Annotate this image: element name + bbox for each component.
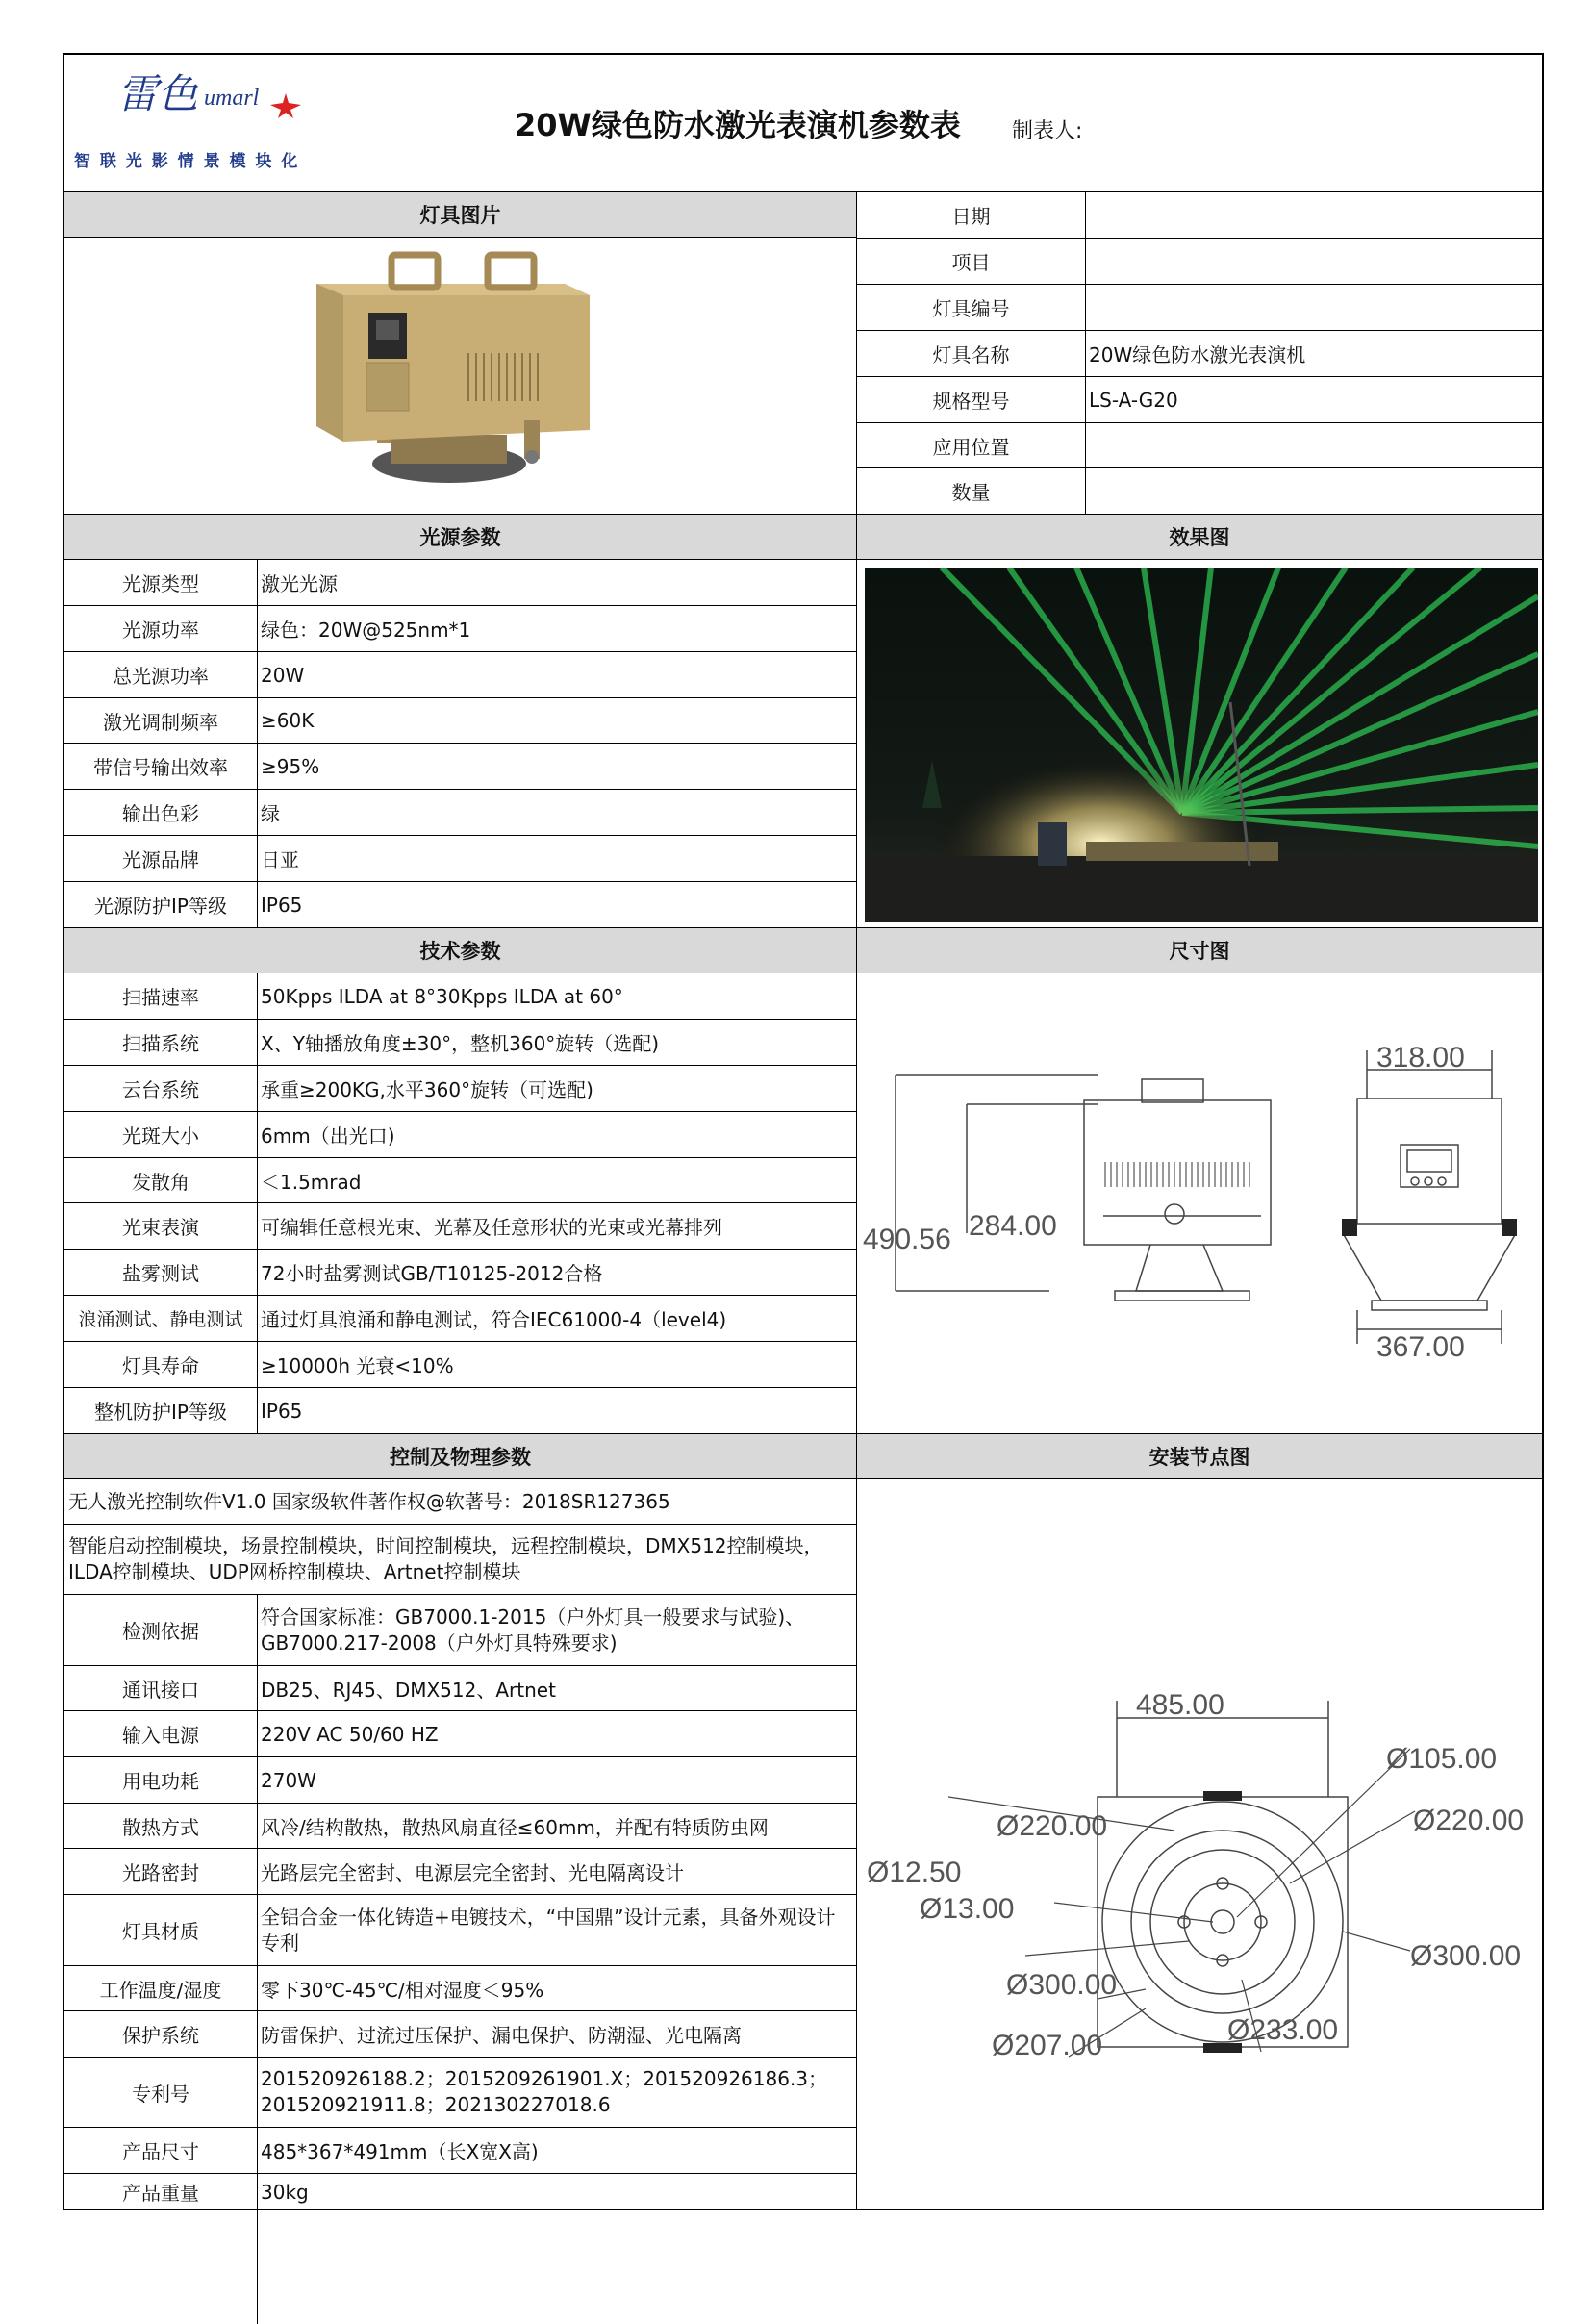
model-value: LS-A-G20 — [1085, 377, 1542, 423]
tech-value: 承重≥200KG,水平360°旋转（可选配) — [257, 1066, 856, 1112]
brand-cn: 雷色 — [117, 70, 199, 117]
mount-bracket-left — [1342, 1219, 1357, 1236]
fixture-name-label: 灯具名称 — [857, 331, 1085, 377]
ctrl-label: 保护系统 — [64, 2011, 257, 2058]
ctrl-value: 符合国家标准：GB7000.1-2015（户外灯具一般要求与试验)、GB7000.217-2008（户外灯具特殊要求) — [257, 1595, 856, 1666]
tech-value: 6mm（出光口) — [257, 1112, 856, 1158]
tech-value: X、Y轴播放角度±30°，整机360°旋转（选配) — [257, 1020, 856, 1066]
ctrl-value: DB25、RJ45、DMX512、Artnet — [257, 1666, 856, 1711]
install-d13: Ø13.00 — [920, 1893, 1015, 1925]
tech-value: 通过灯具浪涌和静电测试，符合IEC61000-4（level4) — [257, 1296, 856, 1342]
date-label: 日期 — [857, 192, 1085, 239]
ctrl-value: 485*367*491mm（长X宽X高) — [257, 2128, 856, 2174]
ctrl-value: 防雷保护、过流过压保护、漏电保护、防潮湿、光电隔离 — [257, 2011, 856, 2058]
install-drawing — [857, 1479, 1542, 2209]
ls-value: 绿色：20W@525nm*1 — [257, 606, 856, 652]
project-label: 项目 — [857, 239, 1085, 285]
tech-value: ＜1.5mrad — [257, 1158, 856, 1203]
ls-value: ≥95% — [257, 744, 856, 790]
ctrl-label: 光路密封 — [64, 1849, 257, 1895]
location-value — [1085, 423, 1542, 468]
fixture-no-value — [1085, 285, 1542, 331]
effect-header: 效果图 — [857, 515, 1542, 560]
fixture-name-value: 20W绿色防水激光表演机 — [1085, 331, 1542, 377]
image-header: 灯具图片 — [64, 192, 856, 238]
install-d220-left: Ø220.00 — [997, 1810, 1108, 1842]
mount-tab-top — [1203, 1791, 1242, 1801]
mount-bracket-right — [1502, 1219, 1517, 1236]
model-label: 规格型号 — [857, 377, 1085, 423]
tech-label: 发散角 — [64, 1158, 257, 1203]
ls-value: 日亚 — [257, 836, 856, 882]
install-d105: Ø105.00 — [1386, 1743, 1498, 1775]
location-label: 应用位置 — [857, 423, 1085, 468]
tech-header: 技术参数 — [64, 928, 856, 973]
install-width: 485.00 — [1136, 1689, 1224, 1721]
ctrl-value: 零下30℃-45℃/相对湿度＜95% — [257, 1966, 856, 2011]
date-value — [1085, 192, 1542, 239]
laser-projector-image — [64, 238, 856, 515]
ctrl-label: 专利号 — [64, 2058, 257, 2128]
quantity-label: 数量 — [857, 468, 1085, 515]
quantity-value — [1085, 468, 1542, 515]
spec-sheet — [63, 53, 1544, 2210]
ls-label: 带信号输出效率 — [64, 744, 257, 790]
ctrl-label: 产品重量 — [122, 2182, 199, 2205]
tech-label: 盐雾测试 — [64, 1250, 257, 1296]
ctrl-label: 通讯接口 — [64, 1666, 257, 1711]
ctrl-label: 散热方式 — [64, 1804, 257, 1849]
install-header: 安装节点图 — [857, 1434, 1542, 1479]
maker-label: 制表人: — [1012, 119, 1083, 143]
brand-en: umarl — [204, 86, 260, 111]
brand-slogan: 智 联 光 影 情 景 模 块 化 — [74, 152, 300, 171]
dim-width-top: 318.00 — [1376, 1042, 1465, 1074]
ctrl-label: 产品尺寸 — [64, 2128, 257, 2174]
control-header: 控制及物理参数 — [64, 1434, 856, 1479]
tech-label: 光斑大小 — [64, 1112, 257, 1158]
ctrl-label: 检测依据 — [64, 1595, 257, 1666]
dim-width-base: 367.00 — [1376, 1331, 1465, 1363]
dimension-header: 尺寸图 — [857, 928, 1542, 973]
tech-label: 灯具寿命 — [64, 1342, 257, 1388]
fixture-no-label: 灯具编号 — [857, 285, 1085, 331]
tech-value: 72小时盐雾测试GB/T10125-2012合格 — [257, 1250, 856, 1296]
ls-label: 光源类型 — [64, 560, 257, 606]
ctrl-value: 30kg — [261, 2180, 309, 2204]
software-info: 无人激光控制软件V1.0 国家级软件著作权@软著号：2018SR127365 — [64, 1479, 856, 1525]
product-photo — [64, 238, 856, 515]
install-d300-left: Ø300.00 — [1006, 1969, 1118, 2001]
ls-value: IP65 — [257, 882, 856, 928]
tech-value: ≥10000h 光衰<10% — [257, 1342, 856, 1388]
ls-label: 光源功率 — [64, 606, 257, 652]
tech-value: IP65 — [257, 1388, 856, 1434]
ls-value: 绿 — [257, 790, 856, 836]
page-title: 20W绿色防水激光表演机参数表 — [515, 107, 961, 143]
tech-label: 扫描系统 — [64, 1020, 257, 1066]
laser-effect-photo — [865, 568, 1538, 922]
ctrl-label: 灯具材质 — [64, 1895, 257, 1966]
ctrl-label: 工作温度/湿度 — [64, 1966, 257, 2011]
ls-label: 光源品牌 — [64, 836, 257, 882]
ctrl-value: 201520926188.2；2015209261901.X；201520926186.3；201520921911.8；202130227018.6 — [257, 2058, 856, 2128]
tech-value: 50Kpps ILDA at 8°30Kpps ILDA at 60° — [257, 973, 856, 1020]
ls-value: 激光光源 — [257, 560, 856, 606]
tech-value: 可编辑任意根光束、光幕及任意形状的光束或光幕排列 — [257, 1203, 856, 1250]
project-value — [1085, 239, 1542, 285]
install-d207: Ø207.00 — [992, 2030, 1103, 2061]
ls-label: 激光调制频率 — [64, 698, 257, 744]
tech-label: 扫描速率 — [64, 973, 257, 1020]
dimension-drawing — [857, 973, 1542, 1434]
tech-label: 浪涌测试、静电测试 — [64, 1296, 257, 1342]
ctrl-label: 输入电源 — [64, 1711, 257, 1757]
dim-height-body: 284.00 — [969, 1210, 1057, 1242]
install-node-diagram — [857, 1479, 1542, 2209]
ctrl-value: 光路层完全密封、电源层完全密封、光电隔离设计 — [257, 1849, 856, 1895]
modules-info: 智能启动控制模块，场景控制模块，时间控制模块，远程控制模块，DMX512控制模块，ILDA控制模块、UDP网桥控制模块、Artnet控制模块 — [64, 1525, 856, 1595]
ls-value: ≥60K — [257, 698, 856, 744]
tech-label: 云台系统 — [64, 1066, 257, 1112]
tech-label: 光束表演 — [64, 1203, 257, 1250]
title-row — [64, 55, 1542, 192]
ctrl-value: 220V AC 50/60 HZ — [257, 1711, 856, 1757]
dim-height-total: 490.56 — [863, 1224, 951, 1255]
install-d12-50: Ø12.50 — [867, 1857, 962, 1888]
ls-value: 20W — [257, 652, 856, 698]
effect-image-cell — [857, 560, 1542, 928]
tech-label: 整机防护IP等级 — [64, 1388, 257, 1434]
ls-label: 光源防护IP等级 — [64, 882, 257, 928]
install-d300-right: Ø300.00 — [1410, 1940, 1522, 1972]
brand-logo — [74, 63, 363, 183]
install-d220-right: Ø220.00 — [1413, 1805, 1525, 1836]
ctrl-value: 风冷/结构散热，散热风扇直径≤60mm，并配有特质防虫网 — [257, 1804, 856, 1849]
light-source-header: 光源参数 — [64, 515, 856, 560]
ctrl-value: 全铝合金一体化铸造+电镀技术，“中国鼎”设计元素，具备外观设计专利 — [257, 1895, 856, 1966]
star-logo-icon — [266, 91, 305, 120]
ctrl-value: 270W — [257, 1757, 856, 1804]
install-d233: Ø233.00 — [1227, 2014, 1339, 2046]
dimension-diagram — [857, 973, 1542, 1434]
ls-label: 输出色彩 — [64, 790, 257, 836]
ctrl-label: 用电功耗 — [64, 1757, 257, 1804]
ls-label: 总光源功率 — [64, 652, 257, 698]
